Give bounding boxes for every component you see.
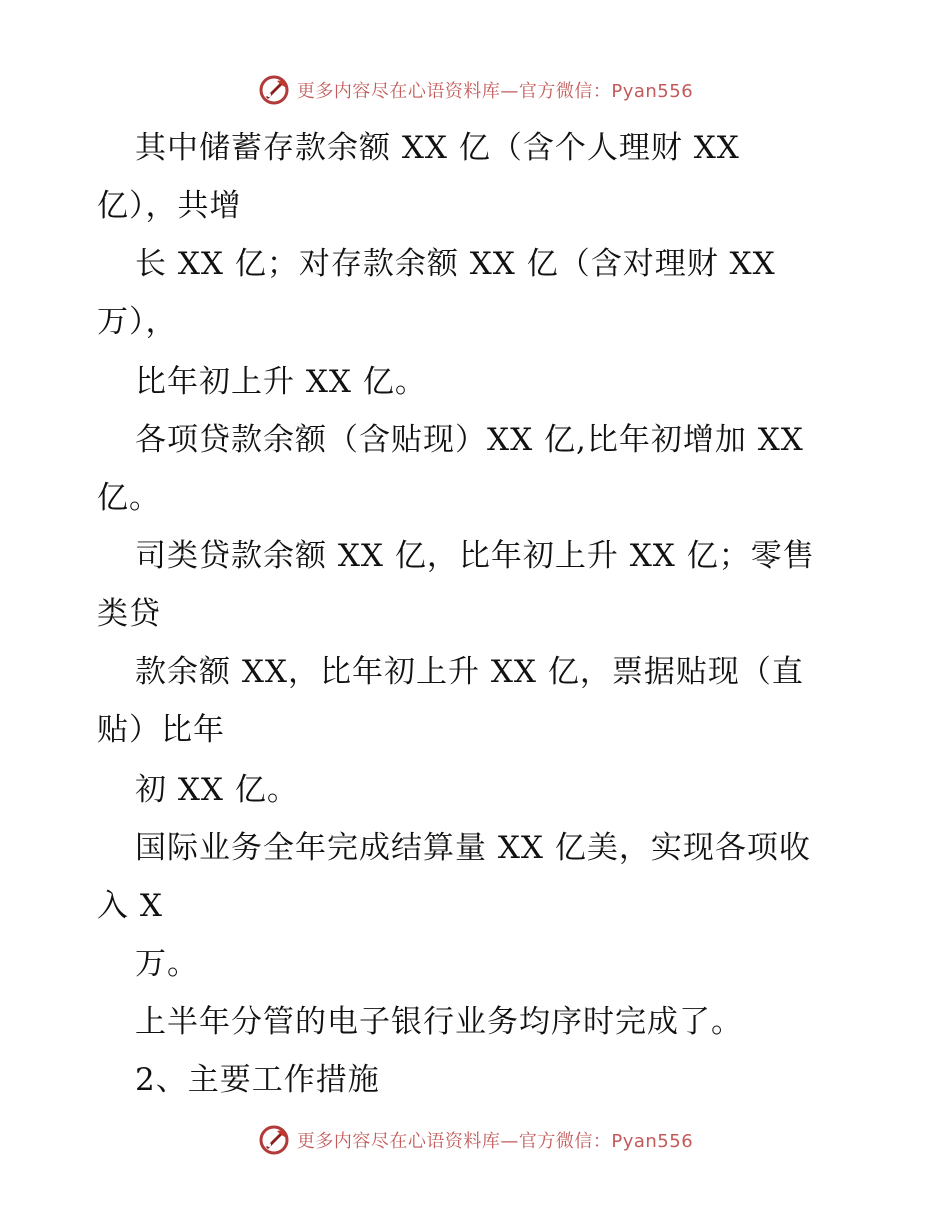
text-line-3: 长 XX 亿；对存款余额 XX 亿（含对理财 XX [135, 246, 776, 282]
text-line-9: 类贷 [97, 596, 161, 632]
text-line-14: 入 X [97, 888, 163, 924]
text-line-1: 其中储蓄存款余额 XX 亿（含个人理财 XX [135, 130, 740, 166]
text-line-8: 司类贷款余额 XX 亿，比年初上升 XX 亿；零售 [135, 538, 815, 574]
text-line-6: 各项贷款余额（含贴现）XX 亿,比年初增加 XX [135, 422, 804, 458]
text-line-2: 亿），共增 [97, 188, 242, 224]
text-line-4: 万）， [97, 304, 178, 340]
text-line-15: 万。 [135, 946, 199, 982]
header-watermark-banner [0, 70, 950, 110]
header-banner-text: 更多内容尽在心语资料库—官方微信：Pyan556 [296, 81, 694, 102]
header-banner-inner [257, 73, 693, 107]
text-line-12: 初 XX 亿。 [135, 772, 299, 808]
text-line-16: 上半年分管的电子银行业务均序时完成了。 [135, 1004, 743, 1040]
footer-banner-inner [257, 1123, 693, 1157]
footer-watermark-banner [0, 1120, 950, 1160]
quill-logo-icon [257, 73, 291, 107]
text-line-13: 国际业务全年完成结算量 XX 亿美，实现各项收 [135, 830, 811, 866]
quill-logo-icon [257, 1123, 291, 1157]
text-line-17: 2、主要工作措施 [135, 1062, 380, 1098]
footer-banner-text: 更多内容尽在心语资料库—官方微信：Pyan556 [296, 1131, 694, 1152]
text-line-7: 亿。 [97, 480, 161, 516]
text-line-11: 贴）比年 [97, 712, 225, 748]
text-line-10: 款余额 XX，比年初上升 XX 亿，票据贴现（直 [135, 654, 804, 690]
text-line-5: 比年初上升 XX 亿。 [135, 364, 427, 400]
